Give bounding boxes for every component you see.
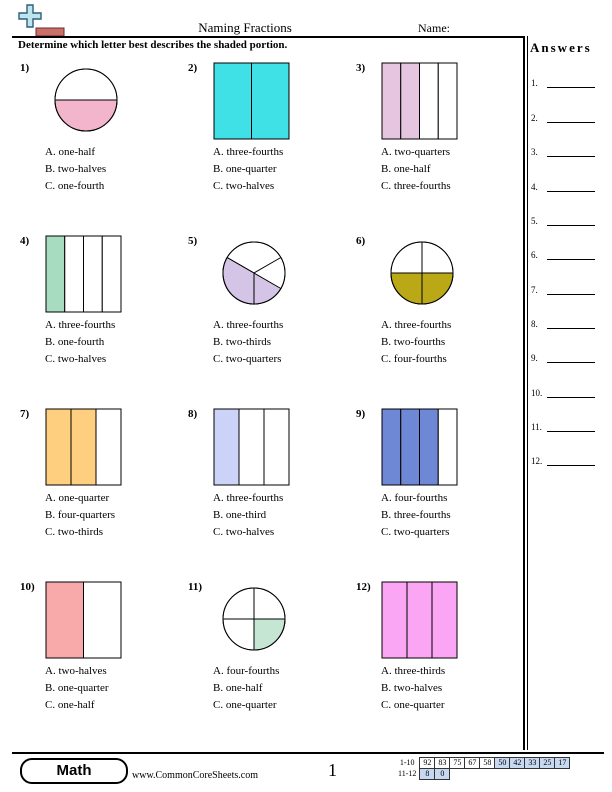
page-title: Naming Fractions <box>198 20 292 35</box>
score-row-label: 1-10 <box>399 758 415 767</box>
answer-options <box>381 317 451 368</box>
answer-line <box>547 191 595 192</box>
score-cell: 0 <box>435 769 450 780</box>
answer-option[interactable]: B. one-quarter <box>213 163 277 175</box>
score-cell: 92 <box>420 758 435 769</box>
answer-blank[interactable] <box>531 216 601 226</box>
problem-number: 8) <box>188 408 198 420</box>
answer-number: 11. <box>531 422 542 432</box>
unshaded-part <box>264 409 289 485</box>
problem-number: 2) <box>188 62 198 74</box>
problem <box>20 62 180 212</box>
answer-line <box>547 122 595 123</box>
shaded-part <box>382 582 407 658</box>
answer-blank[interactable] <box>531 147 601 157</box>
answer-blank[interactable] <box>531 388 601 398</box>
answer-blank[interactable] <box>531 353 601 363</box>
answer-option[interactable]: A. three-fourths <box>213 146 284 158</box>
problem-number: 9) <box>356 408 366 420</box>
answer-option[interactable]: A. three-thirds <box>381 665 446 677</box>
answer-option[interactable]: A. four-fourths <box>213 665 280 677</box>
unshaded-part <box>438 409 457 485</box>
unshaded-part <box>239 409 264 485</box>
answer-option[interactable]: C. one-half <box>45 699 95 711</box>
answer-number: 6. <box>531 250 538 260</box>
fraction-shape <box>45 408 122 486</box>
answer-option[interactable]: A. four-fourths <box>381 492 448 504</box>
shaded-part <box>382 63 401 139</box>
problem-number: 7) <box>20 408 30 420</box>
problem-number: 3) <box>356 62 366 74</box>
answer-option[interactable]: B. one-quarter <box>45 682 109 694</box>
score-cell: 58 <box>480 758 495 769</box>
answer-option[interactable]: A. one-quarter <box>45 492 110 504</box>
fraction-shape <box>389 240 455 306</box>
shaded-part <box>420 409 439 485</box>
problem <box>188 408 348 558</box>
problem-number: 4) <box>20 235 30 247</box>
answer-line <box>547 431 595 432</box>
shaded-part <box>401 63 420 139</box>
answer-number: 12. <box>531 456 543 466</box>
instructions: Determine which letter best describes the shaded portion. <box>18 39 288 51</box>
unshaded-part <box>84 582 122 658</box>
fraction-shape <box>213 62 290 140</box>
problem <box>188 235 348 385</box>
problem <box>356 581 516 731</box>
shaded-part <box>214 63 252 139</box>
answer-option[interactable]: C. four-fourths <box>381 353 447 365</box>
site-url[interactable]: www.CommonCoreSheets.com <box>132 770 259 781</box>
unshaded-part <box>102 236 121 312</box>
shaded-part <box>432 582 457 658</box>
score-row-label: 11-12 <box>398 769 417 778</box>
answer-option[interactable]: A. three-fourths <box>213 319 284 331</box>
answer-option[interactable]: B. two-halves <box>45 163 107 175</box>
problem-number: 10) <box>20 581 35 593</box>
score-cell: 33 <box>525 758 540 769</box>
answer-option[interactable]: B. three-fourths <box>381 509 451 521</box>
answer-option[interactable]: B. two-halves <box>381 682 443 694</box>
answer-options <box>381 663 445 714</box>
problem-number: 1) <box>20 62 30 74</box>
answers-heading: Answers <box>530 40 592 55</box>
problem-number: 11) <box>188 581 203 593</box>
footer-divider <box>12 752 604 754</box>
answer-options <box>45 663 109 714</box>
answer-option[interactable]: B. two-fourths <box>381 336 446 348</box>
answer-option[interactable]: C. one-quarter <box>213 699 277 711</box>
shaded-part <box>252 63 290 139</box>
answer-option[interactable]: A. three-fourths <box>213 492 284 504</box>
shaded-part <box>46 236 65 312</box>
fraction-shape <box>221 240 287 306</box>
answer-option[interactable]: C. two-quarters <box>381 526 450 538</box>
shaded-part <box>46 409 71 485</box>
problem-number: 6) <box>356 235 366 247</box>
answer-option[interactable]: B. one-half <box>213 682 263 694</box>
answer-blank[interactable] <box>531 113 601 123</box>
score-cell: 25 <box>540 758 555 769</box>
answer-options <box>381 144 451 195</box>
problem-number: 12) <box>356 581 371 593</box>
answer-line <box>547 362 595 363</box>
answer-option[interactable]: C. three-fourths <box>381 180 451 192</box>
answer-options <box>45 144 106 195</box>
problem <box>188 62 348 212</box>
score-cell: 17 <box>555 758 570 769</box>
header-divider <box>12 36 524 38</box>
answer-number: 10. <box>531 388 543 398</box>
answer-options <box>45 317 115 368</box>
fraction-shape <box>221 586 287 652</box>
problem <box>188 581 348 731</box>
score-table <box>398 757 570 780</box>
unshaded-part <box>438 63 457 139</box>
answer-line <box>547 397 595 398</box>
score-cell: 50 <box>495 758 510 769</box>
score-cell: 67 <box>465 758 480 769</box>
answer-number: 2. <box>531 113 538 123</box>
score-cell: 83 <box>435 758 450 769</box>
answer-option[interactable]: C. two-halves <box>213 526 275 538</box>
unshaded-part <box>65 236 84 312</box>
shaded-part <box>46 582 84 658</box>
answer-option[interactable]: B. two-thirds <box>213 336 272 348</box>
shaded-part <box>401 409 420 485</box>
problem <box>356 235 516 385</box>
page-number: 1 <box>328 760 337 780</box>
shaded-part <box>55 100 117 131</box>
shaded-part <box>382 409 401 485</box>
answer-line <box>547 465 595 466</box>
unshaded-part <box>84 236 103 312</box>
answer-line <box>547 225 595 226</box>
answer-line <box>547 328 595 329</box>
answer-line <box>547 294 595 295</box>
answer-line <box>547 156 595 157</box>
answer-option[interactable]: A. two-halves <box>45 665 107 677</box>
problem-number: 5) <box>188 235 198 247</box>
answer-options <box>45 490 115 541</box>
problem <box>20 581 180 731</box>
answer-options <box>213 317 283 368</box>
answer-option[interactable]: A. three-fourths <box>45 319 116 331</box>
answer-option[interactable]: B. one-fourth <box>45 336 105 348</box>
answer-option[interactable]: A. three-fourths <box>381 319 452 331</box>
score-cell: 42 <box>510 758 525 769</box>
answer-options <box>213 144 283 195</box>
answer-option[interactable]: C. two-halves <box>45 353 107 365</box>
score-row <box>398 769 570 780</box>
answer-option[interactable]: C. one-quarter <box>381 699 445 711</box>
answer-options <box>213 663 279 714</box>
shaded-part <box>71 409 96 485</box>
problem <box>356 408 516 558</box>
name-label: Name: <box>418 21 450 35</box>
unshaded-part <box>96 409 121 485</box>
answer-blank[interactable] <box>531 285 601 295</box>
fraction-shape <box>45 235 122 313</box>
answer-number: 9. <box>531 353 538 363</box>
answer-number: 4. <box>531 182 538 192</box>
answer-column-divider-inner <box>527 36 528 750</box>
answer-option[interactable]: B. one-half <box>381 163 431 175</box>
fraction-shape <box>381 581 458 659</box>
score-row <box>398 758 570 769</box>
answer-blank[interactable] <box>531 319 601 329</box>
fraction-shape <box>53 67 119 133</box>
answer-number: 1. <box>531 78 538 88</box>
answer-blank[interactable] <box>531 78 601 88</box>
answer-number: 7. <box>531 285 538 295</box>
answer-option[interactable]: A. one-half <box>45 146 96 158</box>
answer-blank[interactable] <box>531 250 601 260</box>
answer-options <box>213 490 283 541</box>
problem <box>356 62 516 212</box>
shaded-part <box>214 409 239 485</box>
answer-option[interactable]: A. two-quarters <box>381 146 451 158</box>
answer-blank[interactable] <box>531 456 601 466</box>
answer-column-divider <box>523 36 525 750</box>
answer-blank[interactable] <box>531 182 601 192</box>
answer-number: 5. <box>531 216 538 226</box>
answer-option[interactable]: C. two-halves <box>213 180 275 192</box>
answer-option[interactable]: C. one-fourth <box>45 180 105 192</box>
subject-badge: Math <box>20 758 128 784</box>
fraction-shape <box>213 408 290 486</box>
answer-option[interactable]: C. two-thirds <box>45 526 104 538</box>
problem <box>20 408 180 558</box>
fraction-shape <box>45 581 122 659</box>
answer-line <box>547 87 595 88</box>
answer-blank[interactable] <box>531 422 601 432</box>
answer-option[interactable]: C. two-quarters <box>213 353 282 365</box>
answer-number: 8. <box>531 319 538 329</box>
fraction-shape <box>381 62 458 140</box>
answer-number: 3. <box>531 147 538 157</box>
shaded-part <box>407 582 432 658</box>
answer-options <box>381 490 451 541</box>
fraction-shape <box>381 408 458 486</box>
answer-option[interactable]: B. four-quarters <box>45 509 116 521</box>
unshaded-part <box>420 63 439 139</box>
problem <box>20 235 180 385</box>
score-cell: 75 <box>450 758 465 769</box>
answer-option[interactable]: B. one-third <box>213 509 267 521</box>
score-cell: 8 <box>420 769 435 780</box>
answer-line <box>547 259 595 260</box>
